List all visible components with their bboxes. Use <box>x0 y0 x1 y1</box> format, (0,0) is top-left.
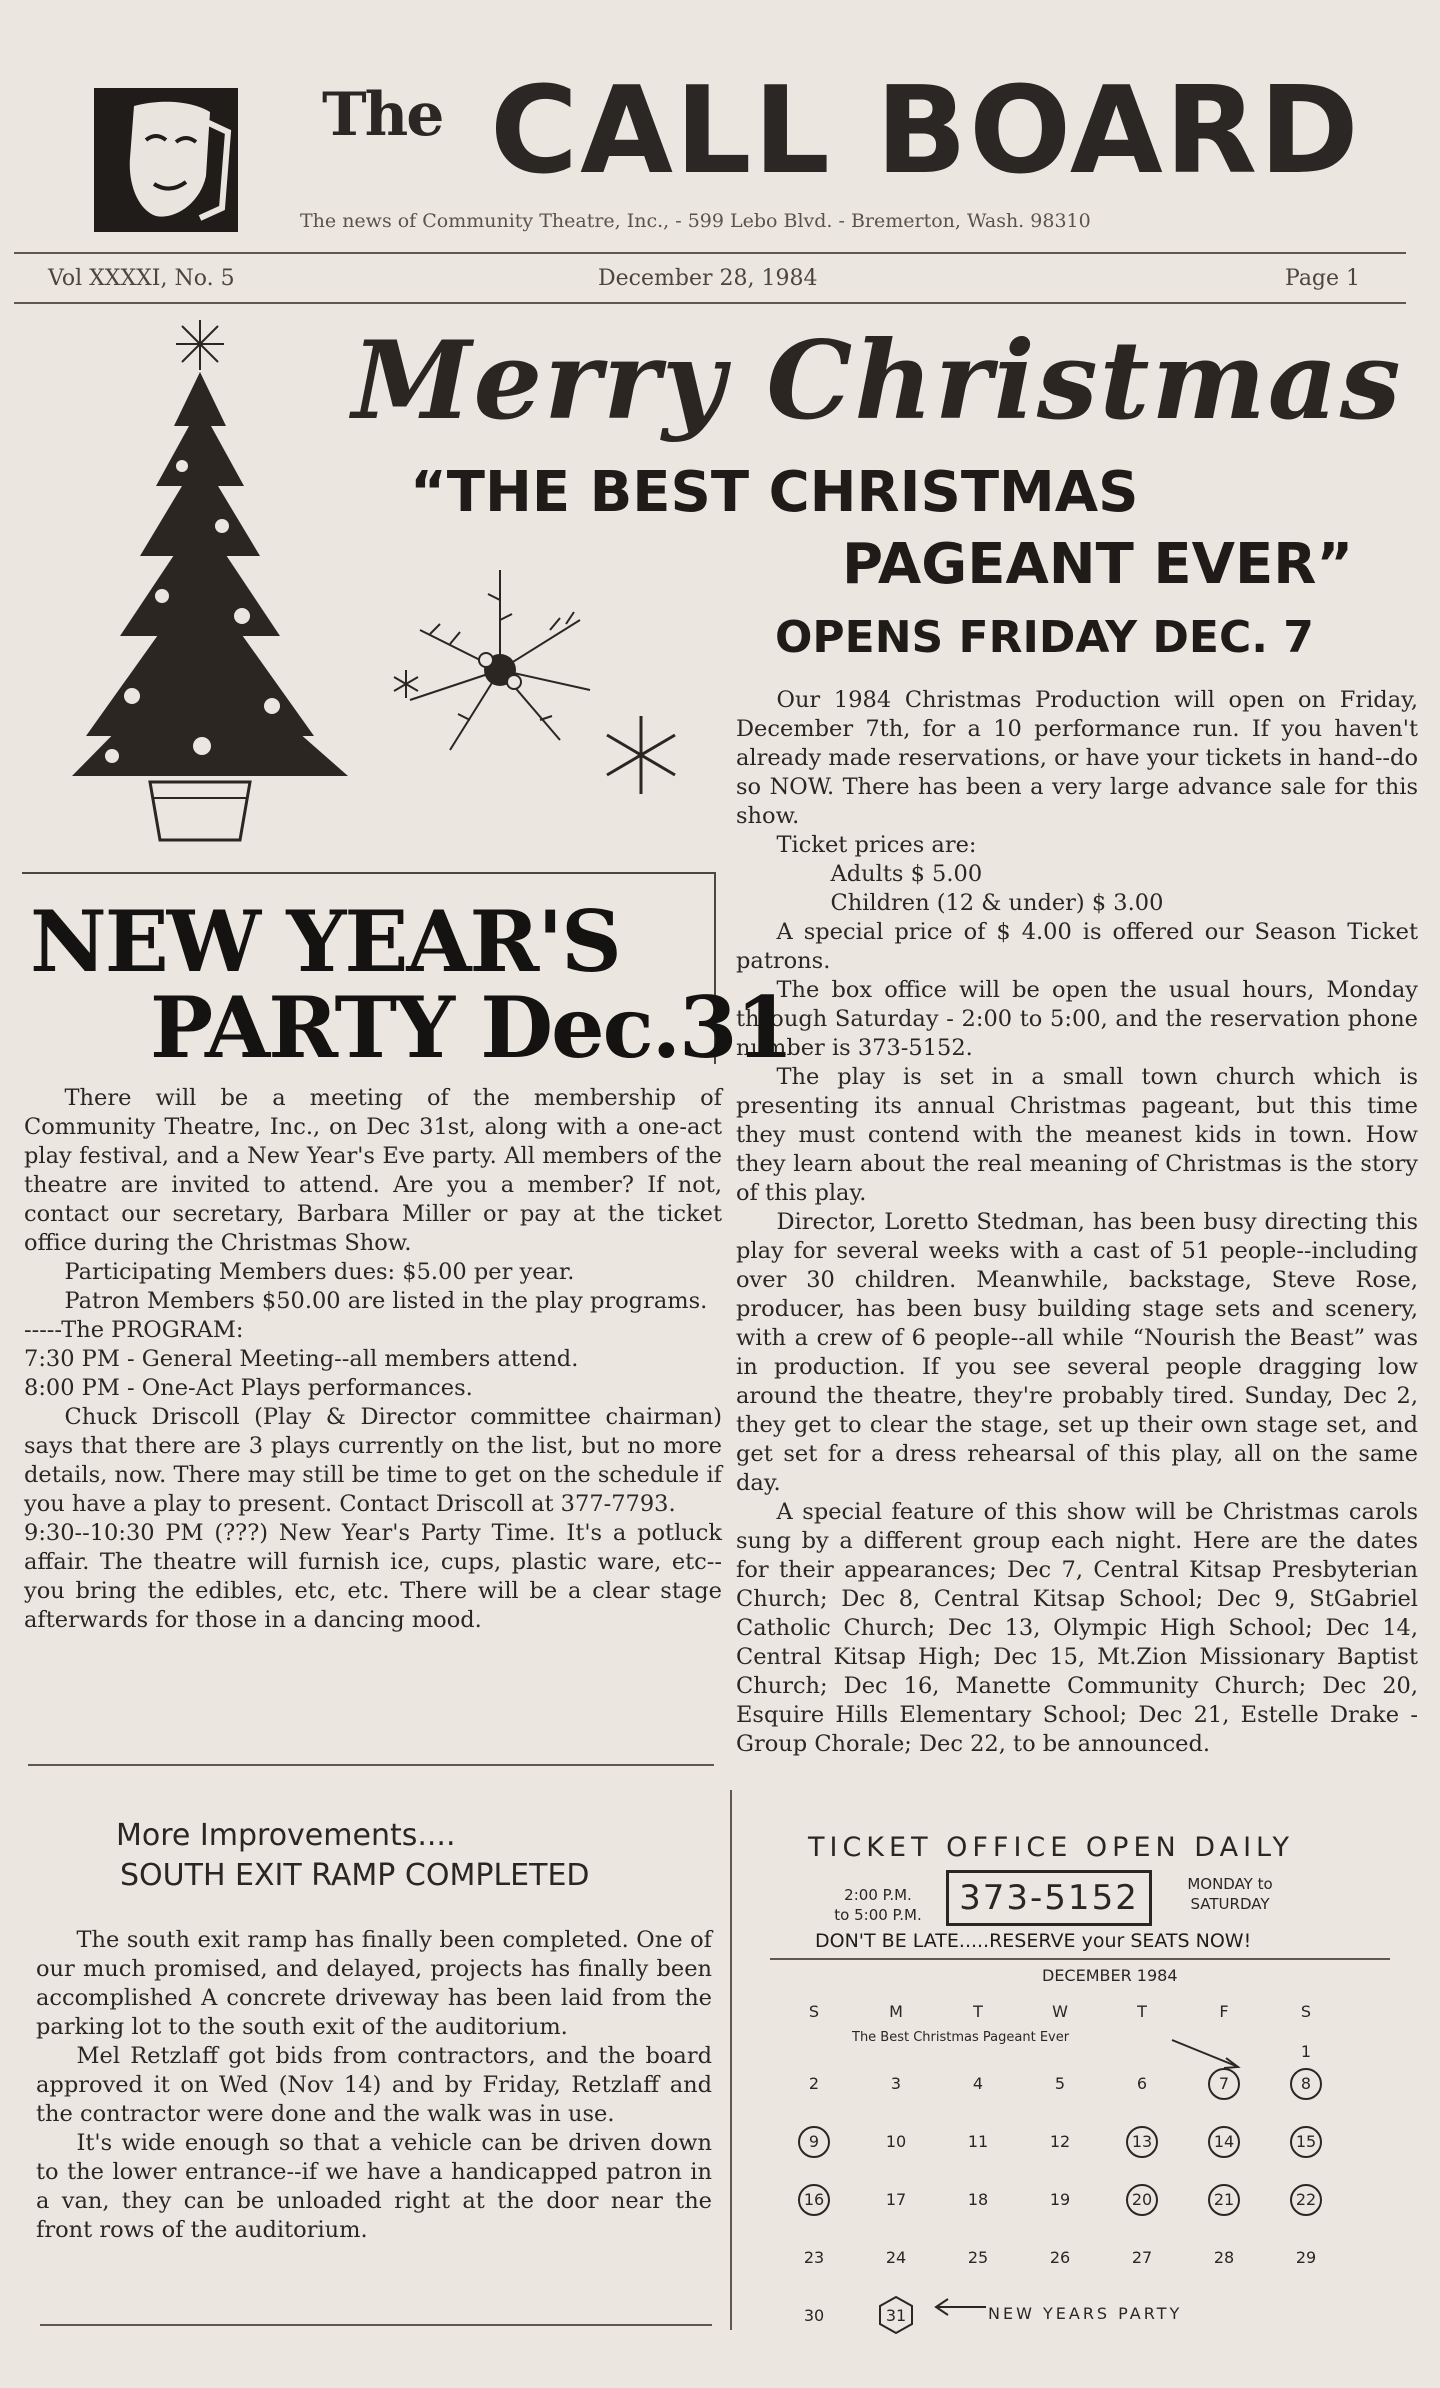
new-years-paragraph: -----The PROGRAM: <box>24 1317 244 1343</box>
calendar-day-circle <box>1126 2126 1158 2158</box>
calendar-pageant-note: The Best Christmas Pageant Ever <box>852 2030 1070 2045</box>
header-bottom-rule <box>14 302 1406 304</box>
issue-date: December 28, 1984 <box>598 266 818 291</box>
calendar-day: 25 <box>967 2248 989 2267</box>
calendar-weekday: S <box>808 2002 820 2021</box>
new-years-headline-line1: NEW YEAR'S <box>30 892 620 991</box>
calendar-day-circle <box>1126 2184 1158 2216</box>
pageant-headline-line2: PAGEANT EVER” <box>842 532 1354 597</box>
calendar-day-circle <box>1290 2184 1322 2216</box>
volume-number: Vol XXXXI, No. 5 <box>48 266 235 291</box>
masthead-tagline: The news of Community Theatre, Inc., - 599 Lebo Blvd. - Bremerton, Wash. 98310 <box>300 210 1091 232</box>
calendar-day: 17 <box>885 2190 907 2209</box>
improvements-heading: More Improvements.... <box>116 1818 456 1853</box>
improvements-bottom-rule <box>40 2324 712 2326</box>
calendar-day: 28 <box>1213 2248 1235 2267</box>
calendar-day-circle <box>1208 2126 1240 2158</box>
reserve-reminder: DON'T BE LATE.....RESERVE your SEATS NOW! <box>815 1930 1252 1952</box>
calendar-day: 26 <box>1049 2248 1071 2267</box>
improvements-paragraph: The south exit ramp has finally been completed. One of our much promised, and delayed, projects has finally been accomplished A concrete driveway has been laid from the parking lot to the south exit of the auditorium. <box>36 1927 712 2040</box>
calendar-day: 10 <box>885 2132 907 2151</box>
masthead-the: The <box>322 80 443 150</box>
improvements-paragraph: Mel Retzlaff got bids from contractors, and the board approved it on Wed (Nov 14) and by Friday, Retzlaff and the contractor were done and the walk was in use. <box>36 2043 712 2127</box>
calendar-weekday: W <box>1052 2002 1068 2021</box>
calendar-top-rule <box>770 1958 1390 1960</box>
calendar-day-circle <box>798 2184 830 2216</box>
calendar-day: 20 <box>1131 2190 1153 2209</box>
calendar-day: 23 <box>803 2248 825 2267</box>
small-snowflake-icon <box>390 668 422 704</box>
calendar-day: 9 <box>808 2132 820 2151</box>
calendar-day: 1 <box>1300 2042 1312 2061</box>
new-years-paragraph: Chuck Driscoll (Play & Director committee chairman) says that there are 3 plays currently on the list, but no more details, now. There may still be time to get on the schedule if you have a play to present. Contact Driscoll at 377-7793. <box>24 1404 722 1517</box>
new-years-paragraph: 7:30 PM - General Meeting--all members attend. <box>24 1346 579 1372</box>
calendar-day: 3 <box>890 2074 902 2093</box>
calendar-day: 12 <box>1049 2132 1071 2151</box>
calendar-month: DECEMBER 1984 <box>1042 1966 1178 1985</box>
column-divider <box>730 1790 732 2330</box>
hours-line: to 5:00 P.M. <box>834 1906 922 1924</box>
calendar-day: 24 <box>885 2248 907 2267</box>
new-years-paragraph: There will be a meeting of the membership of Community Theatre, Inc., on Dec 31st, along with a one-act play festival, and a New Year's Eve party. All members of the theatre are invited to attend. Are you a member? If not, contact our secretary, Barbara Miller or pay at the ticket office during the Christmas Show. <box>24 1085 722 1256</box>
new-years-paragraph: Patron Members $50.00 are listed in the play programs. <box>64 1288 708 1314</box>
calendar-day: 13 <box>1131 2132 1153 2151</box>
hours-line: 2:00 P.M. <box>844 1886 912 1904</box>
calendar-day: 5 <box>1054 2074 1066 2093</box>
calendar-day: 27 <box>1131 2248 1153 2267</box>
pageant-opening-subhead: OPENS FRIDAY DEC. 7 <box>775 612 1314 663</box>
pageant-headline-line1: “THE BEST CHRISTMAS <box>410 460 1139 525</box>
calendar-weekday: T <box>973 2002 983 2021</box>
calendar-day: 16 <box>803 2190 825 2209</box>
theatre-masks-icon <box>94 88 238 232</box>
calendar-weekday: M <box>889 2002 903 2021</box>
days-line: SATURDAY <box>1190 1895 1270 1913</box>
calendar-day-circle <box>798 2126 830 2158</box>
new-years-article <box>24 1084 722 1635</box>
calendar-day: 15 <box>1295 2132 1317 2151</box>
calendar-day: 21 <box>1213 2190 1235 2209</box>
new-years-arrow-icon <box>932 2292 988 2322</box>
calendar-day-circle <box>1290 2126 1322 2158</box>
new-years-headline-line2: PARTY Dec.31 <box>150 978 792 1077</box>
pageant-paragraph: A special price of $ 4.00 is offered our Season Ticket patrons. <box>736 919 1418 974</box>
masthead-title: CALL BOARD <box>490 62 1361 201</box>
pageant-paragraph: The play is set in a small town church which is presenting its annual Christmas pageant, but this time they must contend with the meanest kids in town. How they learn about the real meaning of Christmas is the story of this play. <box>736 1064 1418 1206</box>
pageant-paragraph: Director, Loretto Stedman, has been busy directing this play for several weeks with a cast of 51 people--including over 30 children. Meanwhile, backstage, Steve Rose, producer, has been busy building stage sets and scenery, with a crew of 6 people--all while “Nourish the Beast” was in production. If you see several people dragging low around the theatre, they're probably tired. Sunday, Dec 2, they get to clear the stage, set up their own stage set, and get set for a dress rehearsal of this play, all on the same day. <box>736 1209 1418 1496</box>
ticket-office-phone: 373-5152 <box>946 1870 1152 1926</box>
header-top-rule <box>14 252 1406 254</box>
ticket-office-hours <box>818 1885 938 1925</box>
calendar-day: 7 <box>1218 2074 1230 2093</box>
calendar-day-circle <box>1208 2068 1240 2100</box>
calendar-weekday: S <box>1300 2002 1312 2021</box>
calendar-new-years-note: NEW YEARS PARTY <box>988 2304 1183 2323</box>
calendar-day: 31 <box>885 2306 907 2325</box>
calendar-day-hexagon <box>876 2295 916 2335</box>
improvements-article <box>36 1926 712 2245</box>
calendar-day: 19 <box>1049 2190 1071 2209</box>
page-number: Page 1 <box>1285 266 1361 291</box>
calendar-day: 8 <box>1300 2074 1312 2093</box>
calendar-day: 18 <box>967 2190 989 2209</box>
improvements-paragraph: It's wide enough so that a vehicle can be driven down to the lower entrance--if we have a handicapped patron in a van, they can be unloaded right at the door near the front rows of the auditorium. <box>36 2130 712 2243</box>
christmas-tree-icon <box>62 316 362 850</box>
section-divider <box>28 1764 714 1766</box>
ticket-office-days <box>1170 1874 1290 1914</box>
pageant-paragraph: The box office will be open the usual hours, Monday through Saturday - 2:00 to 5:00, and the reservation phone number is 373-5152. <box>736 977 1418 1061</box>
calendar-day: 30 <box>803 2306 825 2325</box>
pageant-paragraph: Our 1984 Christmas Production will open on Friday, December 7th, for a 10 performance run. If you haven't already made reservations, or have your tickets in hand--do so NOW. There has been a very large advance sale for this show. <box>736 687 1418 829</box>
calendar-day: 22 <box>1295 2190 1317 2209</box>
calendar-grid <box>784 1990 1364 2330</box>
merry-christmas-greeting: Merry Christmas <box>352 318 1403 444</box>
calendar-day: 2 <box>808 2074 820 2093</box>
pageant-paragraph: A special feature of this show will be Christmas carols sung by a different group each night. Here are the dates for their appearances; Dec 7, Central Kitsap Presbyterian Church; Dec 8, Central Kitsap School; Dec 9, StGabriel Catholic Church; Dec 13, Olympic High School; Dec 14, Central Kitsap High; Dec 15, Mt.Zion Missionary Baptist Church; Dec 16, Manette Community Church; Dec 20, Esquire Hills Elementary School; Dec 21, Estelle Drake - Group Chorale; Dec 22, to be announced. <box>736 1499 1418 1757</box>
snowflake-icon <box>596 710 686 804</box>
ticket-office-heading: TICKET OFFICE OPEN DAILY <box>808 1832 1294 1863</box>
calendar-day-circle <box>1290 2068 1322 2100</box>
new-years-paragraph: 9:30--10:30 PM (???) New Year's Party Time. It's a potluck affair. The theatre will furnish ice, cups, plastic ware, etc--you bring the edibles, etc, etc. There will be a clear stage afterwards for those in a dancing mood. <box>24 1520 722 1633</box>
new-years-paragraph: 8:00 PM - One-Act Plays performances. <box>24 1375 473 1401</box>
pageant-article <box>736 686 1418 1759</box>
calendar-day-circle <box>1208 2184 1240 2216</box>
new-years-paragraph: Participating Members dues: $5.00 per year. <box>64 1259 575 1285</box>
calendar-day: 4 <box>972 2074 984 2093</box>
calendar-day: 11 <box>967 2132 989 2151</box>
days-line: MONDAY to <box>1187 1875 1273 1893</box>
calendar-day: 29 <box>1295 2248 1317 2267</box>
price-adults: Adults $ 5.00 <box>830 861 983 887</box>
calendar-day: 14 <box>1213 2132 1235 2151</box>
ticket-prices-intro: Ticket prices are: <box>776 832 977 858</box>
price-children: Children (12 & under) $ 3.00 <box>830 890 1164 916</box>
calendar-day: 6 <box>1136 2074 1148 2093</box>
calendar-weekday: T <box>1137 2002 1147 2021</box>
improvements-subheading: SOUTH EXIT RAMP COMPLETED <box>120 1858 590 1893</box>
holly-ornament-icon <box>390 560 620 784</box>
calendar-weekday: F <box>1219 2002 1229 2021</box>
